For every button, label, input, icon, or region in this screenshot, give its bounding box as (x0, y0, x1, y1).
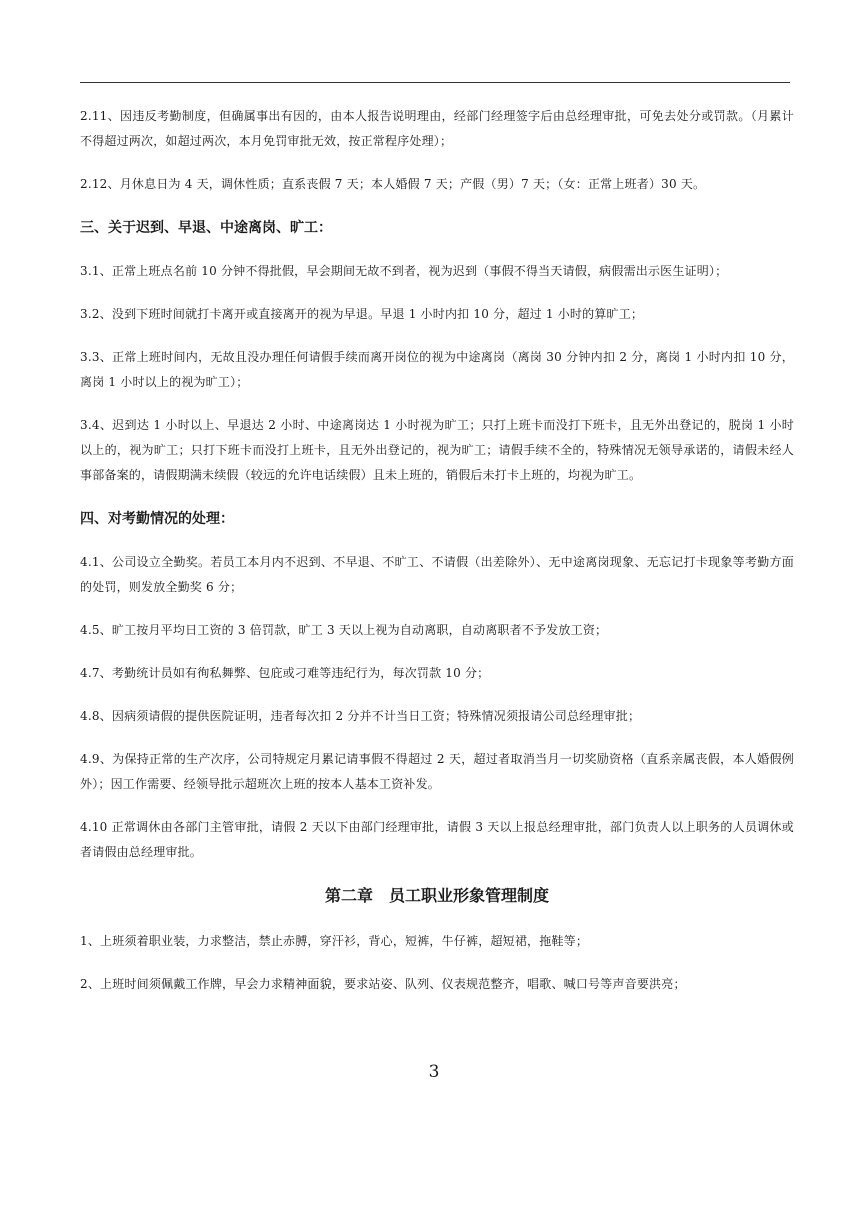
paragraph-4-1: 4.1、公司设立全勤奖。若员工本月内不迟到、不早退、不旷工、不请假（出差除外）、无中途离岗现象、无忘记打卡现象等考勤方面的处罚，则发放全勤奖 6 分； (80, 555, 794, 594)
paragraph-4-10: 4.10 正常调休由各部门主管审批，请假 2 天以下由部门经理审批，请假 3 天以上报总经理审批，部门负责人以上职务的人员调休或者请假由总经理审批。 (80, 820, 794, 859)
paragraph-4-7: 4.7、考勤统计员如有徇私舞弊、包庇或刁难等违纪行为，每次罚款 10 分； (80, 666, 490, 680)
section-heading-3: 三、关于迟到、早退、中途离岗、旷工： (80, 220, 332, 236)
section-heading-4: 四、对考勤情况的处理： (80, 511, 234, 527)
chapter2-item-1: 1、上班须着职业装，力求整洁，禁止赤膊，穿汗衫，背心，短裤，牛仔裤，超短裙，拖鞋等； (80, 934, 589, 948)
chapter-title: 第二章 员工职业形象管理制度 (324, 886, 549, 905)
header-rule (80, 82, 790, 83)
paragraph-3-1: 3.1、正常上班点名前 10 分钟不得批假，早会期间无故不到者，视为迟到（事假不得当天请假，病假需出示医生证明）； (80, 264, 728, 278)
paragraph-4-9: 4.9、为保持正常的生产次序，公司特规定月累记请事假不得超过 2 天，超过者取消当月一切奖励资格（直系亲属丧假，本人婚假例外）；因工作需要、经领导批示超班次上班的按本人基本工资补发。 (80, 752, 794, 791)
page-number: 3 (428, 1062, 440, 1082)
paragraph-2-11: 2.11、因违反考勤制度，但确属事出有因的，由本人报告说明理由，经部门经理签字后由总经理审批，可免去处分或罚款。（月累计不得超过两次，如超过两次，本月免罚审批无效，按正常程序处理）； (80, 109, 794, 148)
chapter2-item-2: 2、上班时间须佩戴工作牌，早会力求精神面貌，要求站姿、队列、仪表规范整齐，唱歌、喊口号等声音要洪亮； (80, 977, 686, 991)
paragraph-4-8: 4.8、因病须请假的提供医院证明，违者每次扣 2 分并不计当日工资；特殊情况须报请公司总经理审批； (80, 709, 641, 723)
paragraph-3-3: 3.3、正常上班时间内，无故且没办理任何请假手续而离开岗位的视为中途离岗（离岗 30 分钟内扣 2 分，离岗 1 小时内扣 10 分，离岗 1 小时以上的视为旷工）； (80, 350, 795, 389)
paragraph-3-2: 3.2、没到下班时间就打卡离开或直接离开的视为早退。早退 1 小时内扣 10 分，超过 1 小时的算旷工； (80, 307, 644, 321)
paragraph-4-5: 4.5、旷工按月平均日工资的 3 倍罚款，旷工 3 天以上视为自动离职，自动离职者不予发放工资； (80, 623, 608, 637)
paragraph-3-4: 3.4、迟到达 1 小时以上、早退达 2 小时、中途离岗达 1 小时视为旷工；只打上班卡而没打下班卡，且无外出登记的，脱岗 1 小时以上的，视为旷工；只打下班卡而没打上班卡，且无外出登记的，视为旷工；请假手续不全的，特殊情况无领导承诺的，请假未经人事部备案的，请假期满未续假（较远的允许电话续假）且未上班的，销假后未打卡上班的，均视为旷工。 (80, 418, 794, 482)
document-body (80, 104, 794, 1015)
paragraph-2-12: 2.12、月休息日为 4 天，调休性质；直系丧假 7 天；本人婚假 7 天；产假（男）7 天；（女：正常上班者）30 天。 (80, 177, 706, 191)
